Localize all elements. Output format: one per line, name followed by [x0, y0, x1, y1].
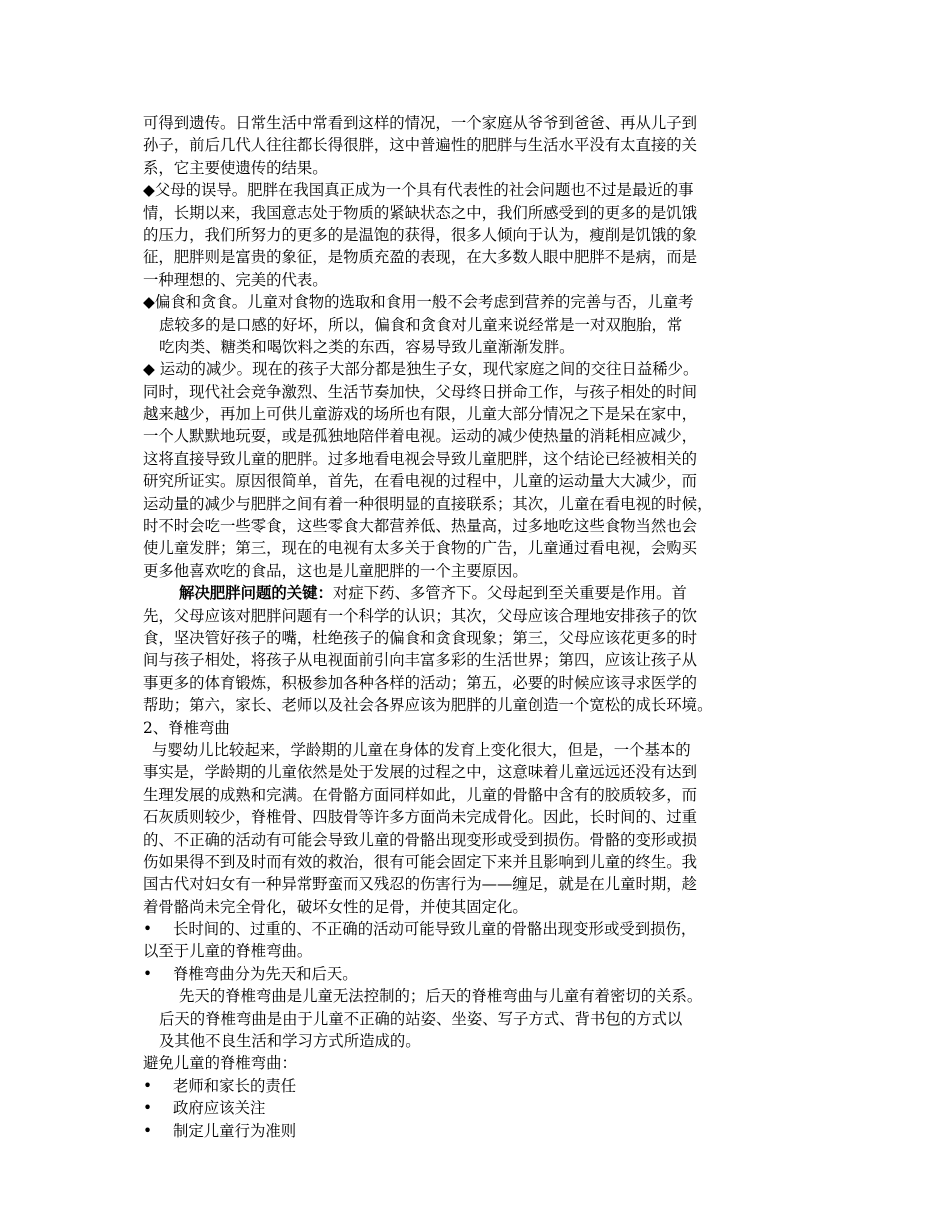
text-line: 这将直接导致儿童的肥胖。过多地看电视会导致儿童肥胖，这个结论已经被相关的	[143, 449, 698, 468]
text-line: 一个人默默地玩耍，或是孤独地陪伴着电视。运动的减少使热量的消耗相应减少，	[143, 427, 698, 446]
bullet-text: 制定儿童行为准则	[173, 1121, 297, 1140]
bullet-text: 政府应该关注	[173, 1099, 266, 1118]
text-line: 先天的脊椎弯曲是儿童无法控制的；后天的脊椎弯曲与儿童有着密切的关系。	[179, 987, 703, 1006]
text-line: 情，长期以来，我国意志处于物质的紧缺状态之中，我们所感受到的更多的是饥饿	[143, 203, 698, 222]
text-line: 着骨骼尚未完全骨化，破坏女性的足骨，并使其固定化。	[143, 897, 528, 916]
text-line: 吃肉类、糖类和喝饮料之类的东西，容易导致儿童渐渐发胖。	[159, 337, 575, 356]
text-line: 孙子，前后几代人往往都长得很胖，这中普遍性的肥胖与生活水平没有太直接的关	[143, 136, 698, 155]
text-line: 及其他不良生活和学习方式所造成的。	[159, 1032, 421, 1051]
key-solution-heading: 解决肥胖问题的关键：	[179, 584, 333, 603]
bullet-icon: •	[143, 964, 153, 983]
text-line: 事更多的体育锻炼，积极参加各种各样的活动；第五，必要的时候应该寻求医学的	[143, 673, 698, 692]
text-line: 运动量的减少与肥胖之间有着一种很明显的直接联系；其次，儿童在看电视的时候，	[143, 494, 713, 513]
text-line: 事实是，学龄期的儿童依然是处于发展的过程之中，这意味着儿童远远还没有达到	[143, 763, 698, 782]
key-solution-line	[143, 582, 823, 604]
bullet-icon: •	[143, 1121, 153, 1140]
bullet-text: 脊椎弯曲分为先天和后天。	[173, 964, 358, 983]
text-line: 与婴幼儿比较起来，学龄期的儿童在身体的发育上变化很大，但是，一个基本的	[152, 740, 691, 759]
text-line: 先，父母应该对肥胖问题有一个科学的认识；其次，父母应该合理地安排孩子的饮	[143, 606, 698, 625]
text-line: 帮助；第六，家长、老师以及社会各界应该为肥胖的儿童创造一个宽松的成长环境。	[143, 696, 713, 715]
key-solution-text: 对症下药、多管齐下。父母起到至关重要是作用。首	[332, 584, 687, 603]
bullet-item	[143, 1120, 823, 1142]
text-line: 一种理想的、完美的代表。	[143, 270, 328, 289]
bullet-item	[143, 918, 823, 940]
bullet-icon: •	[143, 1076, 153, 1095]
text-line: 更多他喜欢吃的食品，这也是儿童肥胖的一个主要原因。	[143, 561, 528, 580]
text-line: 可得到遗传。日常生活中常看到这样的情况，一个家庭从爷爷到爸爸、再从儿子到	[143, 114, 698, 132]
text-line: 伤如果得不到及时而有效的救治，很有可能会固定下来并且影响到儿童的终生。我	[143, 852, 698, 871]
text-line: 国古代对妇女有一种异常野蛮而又残忍的伤害行为——缠足，就是在儿童时期，趁	[143, 875, 698, 894]
bullet-icon: •	[143, 920, 153, 939]
text-line: 避免儿童的脊椎弯曲：	[143, 1054, 297, 1073]
text-line: 后天的脊椎弯曲是由于儿童不正确的站姿、坐姿、写子方式、背书包的方式以	[159, 1009, 683, 1028]
section-heading: 2、脊椎弯曲	[143, 718, 230, 737]
text-line: 同时，现代社会竞争激烈、生活节奏加快，父母终日拼命工作，与孩子相处的时间	[143, 382, 698, 401]
bullet-icon: •	[143, 1099, 153, 1118]
document-page	[143, 112, 823, 1142]
bullet-item	[143, 963, 823, 985]
text-line: 的压力，我们所努力的更多的是温饱的获得，很多人倾向于认为，瘦削是饥饿的象	[143, 225, 698, 244]
text-line: ◆偏食和贪食。儿童对食物的选取和食用一般不会考虑到营养的完善与否，儿童考	[143, 293, 694, 312]
bullet-text: 长时间的、过重的、不正确的活动可能导致儿童的骨骼出现变形或受到损伤，	[173, 920, 697, 939]
text-line: 生理发展的成熟和完满。在骨骼方面同样如此，儿童的骨骼中含有的胶质较多，而	[143, 785, 698, 804]
text-line: ◆父母的误导。肥胖在我国真正成为一个具有代表性的社会问题也不过是最近的事	[143, 181, 694, 200]
bullet-text: 老师和家长的责任	[173, 1076, 297, 1095]
text-line: 以至于儿童的脊椎弯曲。	[143, 942, 313, 961]
text-line: 石灰质则较少，脊椎骨、四肢骨等许多方面尚未完成骨化。因此，长时间的、过重	[143, 808, 698, 827]
text-line: 时不时会吃一些零食，这些零食大都营养低、热量高，过多地吃这些食物当然也会	[143, 517, 698, 536]
text-line: 越来越少，再加上可供儿童游戏的场所也有限，儿童大部分情况之下是呆在家中，	[143, 405, 698, 424]
text-line: 系，它主要使遗传的结果。	[143, 158, 328, 177]
text-line: 虑较多的是口感的好坏，所以，偏食和贪食对儿童来说经常是一对双胞胎，常	[159, 315, 683, 334]
text-line: 的、不正确的活动有可能会导致儿童的骨骼出现变形或受到损伤。骨骼的变形或损	[143, 830, 698, 849]
text-line: ◆ 运动的减少。现在的孩子大部分都是独生子女，现代家庭之间的交往日益稀少。	[143, 360, 699, 379]
bullet-item	[143, 1075, 823, 1097]
text-line: 食，坚决管好孩子的嘴，杜绝孩子的偏食和贪食现象；第三，父母应该花更多的时	[143, 628, 698, 647]
bullet-item	[143, 1097, 823, 1119]
text-line: 研究所证实。原因很简单，首先，在看电视的过程中，儿童的运动量大大减少，而	[143, 472, 698, 491]
text-line: 征，肥胖则是富贵的象征，是物质充盈的表现，在大多数人眼中肥胖不是病，而是	[143, 248, 698, 267]
text-line: 使儿童发胖；第三，现在的电视有太多关于食物的广告，儿童通过看电视，会购买	[143, 539, 698, 558]
text-line: 间与孩子相处，将孩子从电视面前引向丰富多彩的生活世界；第四，应该让孩子从	[143, 651, 698, 670]
